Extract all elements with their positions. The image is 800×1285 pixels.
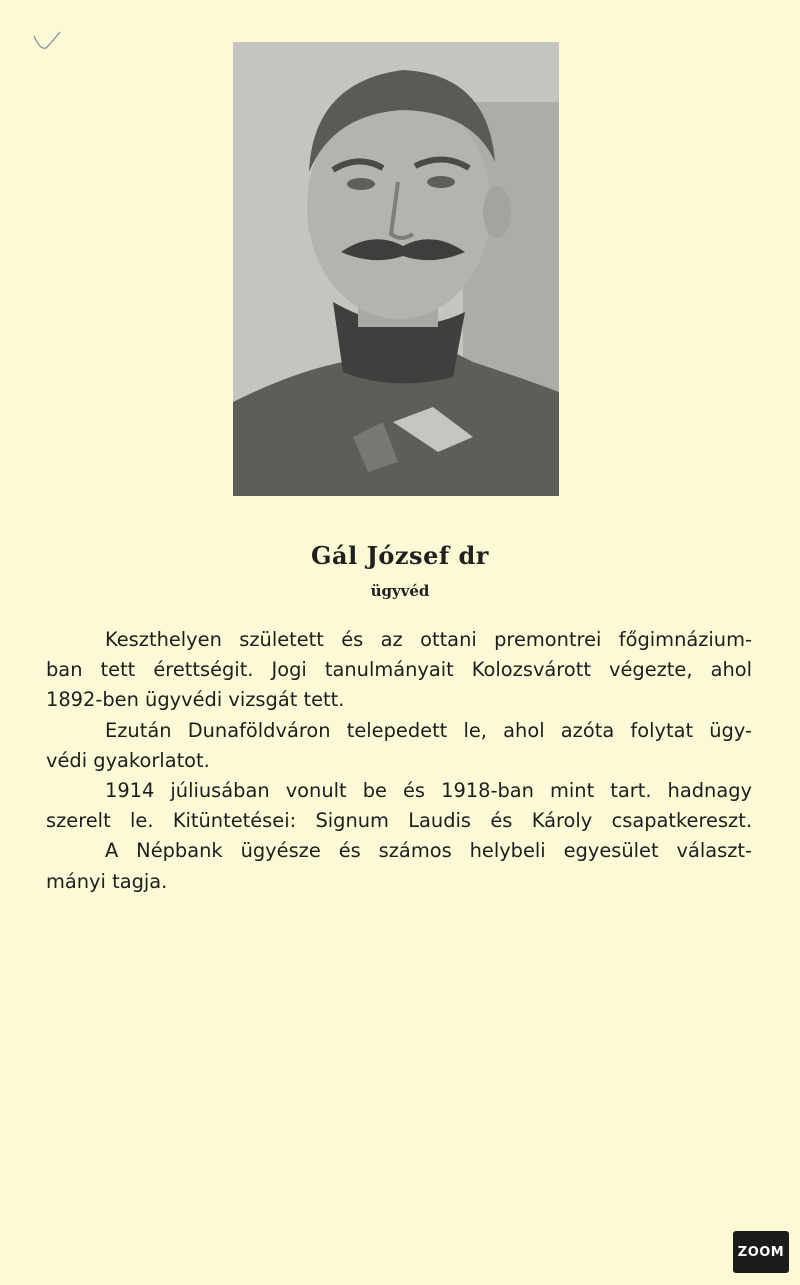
portrait-photo [233,42,559,496]
person-name: Gál József dr [311,541,489,570]
pencil-check-mark [30,28,66,56]
text-line: védi gyakorlatot. [46,748,210,772]
text-line: 1914 júliusában vonult be és 1918-ban mint tart. hadnagy [105,779,752,803]
portrait-illustration [233,42,559,496]
text-line: 1892-ben ügyvédi vizsgát tett. [46,688,345,712]
zoom-logo: ZOOM [733,1231,789,1273]
text-line: A Népbank ügyésze és számos helybeli egyesület választ- [105,839,752,863]
person-profession: ügyvéd [370,582,430,600]
text-line: Ezután Dunaföldváron telepedett le, ahol azóta folytat ügy- [105,718,752,742]
biography-text [46,625,752,897]
text-line: ban tett érettségit. Jogi tanulmányait Kolozsvárott végezte, ahol [46,658,752,682]
text-line: Keszthelyen született és az ottani premontrei főgimnázium- [105,628,752,651]
text-line: mányi tagja. [46,869,168,893]
text-line: szerelt le. Kitüntetései: Signum Laudis és Károly csapatkereszt. [46,809,752,833]
